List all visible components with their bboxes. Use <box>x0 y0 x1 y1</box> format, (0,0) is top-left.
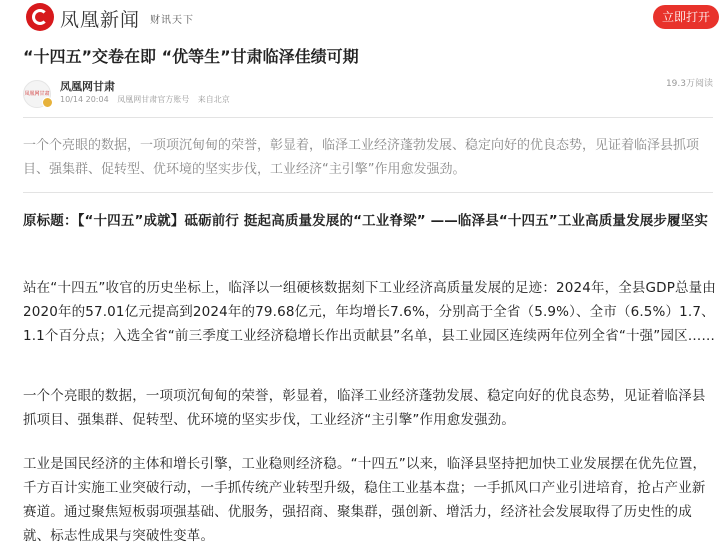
publish-time: 10/14 20:04 <box>60 95 109 104</box>
account-type: 凤凰网甘肃官方账号 <box>117 95 190 104</box>
divider <box>23 192 713 193</box>
view-count: 19.3万阅读 <box>665 79 713 89</box>
app-header <box>0 0 727 34</box>
article-lead: 一个个亮眼的数据，一项项沉甸甸的荣誉，彰显着，临泽工业经济蓬勃发展、稳定向好的优良态势，见证着临泽县抓项目、强集群、促转型、优环境的坚实步伐，工业经济“主引擎”作用愈发强劲。 <box>23 138 700 177</box>
verified-badge-icon <box>42 97 53 108</box>
body-paragraph: 一个个亮眼的数据，一项项沉甸甸的荣誉，彰显着，临泽工业经济蓬勃发展、稳定向好的优良态势，见证着临泽县抓项目、强集群、促转型、优环境的坚实步伐，工业经济“主引擎”作用愈发强劲。 <box>23 388 706 428</box>
body-paragraph: 工业是国民经济的主体和增长引擎，工业稳则经济稳。“十四五”以来，临泽县坚持把加快工业发展摆在优先位置，千方百计实施工业突破行动，一手抓传统产业转型升级，稳住工业基本盘；一手抓风口产业引进培育，抢占产业新赛道。通过聚焦短板弱项强基础、优服务，强招商、聚集群，强创新、增活力，经济社会发展取得了历史性的成就、标志性成果与突破性变革。 <box>23 456 707 544</box>
brand-name[interactable]: 凤凰新闻 <box>60 9 141 31</box>
publish-location: 来自北京 <box>197 95 230 104</box>
author-avatar[interactable]: 凤凰网甘肃 <box>23 80 51 108</box>
open-app-button[interactable]: 立即打开 <box>653 5 719 29</box>
article-meta <box>60 94 236 105</box>
body-paragraph: 站在“十四五”收官的历史坐标上，临泽以一组硬核数据刻下工业经济高质量发展的足迹：2024年，全县GDP总量由2020年的57.01亿元提高到2024年的79.68亿元，年均增长7.6%，分别高于全省（5.9%）、全市（6.5%）1.7、1.1个百分点；入选全省“前三季度工业经济稳增长作出贡献县”名单，县工业园区连续两年位列全省“十强”园区…… <box>23 280 716 344</box>
ifeng-logo-icon[interactable] <box>26 3 54 31</box>
author-name[interactable]: 凤凰网甘肃 <box>60 80 115 93</box>
brand-slogan: 财讯天下 <box>150 15 194 26</box>
divider <box>23 117 713 118</box>
original-title-paragraph: 原标题：【“十四五”成就】砥砺前行 挺起高质量发展的“工业脊梁” ——临泽县“十四五”工业高质量发展步履坚实 <box>23 213 708 229</box>
article-title: “十四五”交卷在即 “优等生”甘肃临泽佳绩可期 <box>23 47 359 66</box>
